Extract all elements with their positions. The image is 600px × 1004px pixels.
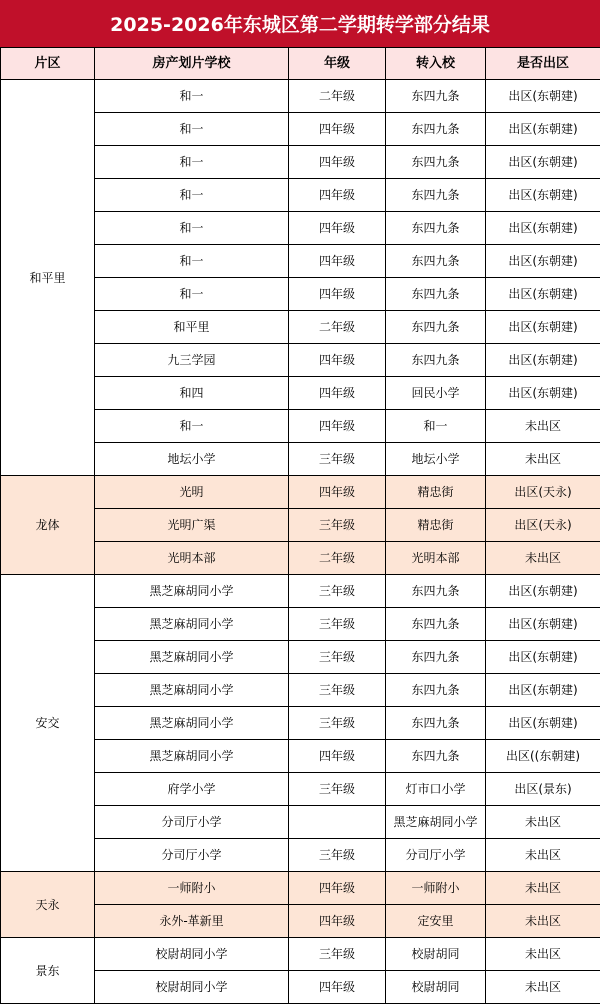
grade-cell: 四年级	[289, 278, 386, 311]
grade-cell: 三年级	[289, 674, 386, 707]
table-row	[1, 938, 600, 971]
district-cell: 景东	[1, 938, 95, 1004]
target-cell: 东四九条	[386, 311, 486, 344]
school-cell: 和一	[95, 179, 289, 212]
grade-cell	[289, 806, 386, 839]
school-cell: 一师附小	[95, 872, 289, 905]
grade-cell: 四年级	[289, 146, 386, 179]
result-cell: 出区(东朝建)	[486, 113, 600, 146]
target-cell: 分司厅小学	[386, 839, 486, 872]
school-cell: 黑芝麻胡同小学	[95, 575, 289, 608]
table-header-row	[1, 48, 600, 80]
grade-cell: 四年级	[289, 179, 386, 212]
result-cell: 未出区	[486, 443, 600, 476]
target-cell: 灯市口小学	[386, 773, 486, 806]
target-cell: 一师附小	[386, 872, 486, 905]
result-cell: 出区(东朝建)	[486, 377, 600, 410]
result-cell: 未出区	[486, 542, 600, 575]
grade-cell: 四年级	[289, 377, 386, 410]
result-cell: 未出区	[486, 872, 600, 905]
result-cell: 未出区	[486, 971, 600, 1004]
grade-cell: 三年级	[289, 839, 386, 872]
result-cell: 出区(天永)	[486, 509, 600, 542]
target-cell: 东四九条	[386, 146, 486, 179]
school-cell: 和平里	[95, 311, 289, 344]
grade-cell: 三年级	[289, 608, 386, 641]
grade-cell: 三年级	[289, 641, 386, 674]
result-cell: 未出区	[486, 938, 600, 971]
school-cell: 黑芝麻胡同小学	[95, 740, 289, 773]
district-cell: 龙体	[1, 476, 95, 575]
target-cell: 黑芝麻胡同小学	[386, 806, 486, 839]
grade-cell: 四年级	[289, 212, 386, 245]
header-district: 片区	[1, 48, 95, 80]
table-row	[1, 80, 600, 113]
table-row	[1, 476, 600, 509]
result-cell: 出区(东朝建)	[486, 245, 600, 278]
school-cell: 黑芝麻胡同小学	[95, 608, 289, 641]
result-cell: 出区(东朝建)	[486, 641, 600, 674]
school-cell: 和一	[95, 146, 289, 179]
target-cell: 东四九条	[386, 707, 486, 740]
school-cell: 光明	[95, 476, 289, 509]
target-cell: 地坛小学	[386, 443, 486, 476]
target-cell: 定安里	[386, 905, 486, 938]
school-cell: 和一	[95, 410, 289, 443]
target-cell: 东四九条	[386, 740, 486, 773]
grade-cell: 四年级	[289, 113, 386, 146]
result-cell: 出区(东朝建)	[486, 212, 600, 245]
target-cell: 东四九条	[386, 113, 486, 146]
school-cell: 和一	[95, 245, 289, 278]
school-cell: 和一	[95, 212, 289, 245]
target-cell: 和一	[386, 410, 486, 443]
result-cell: 出区(东朝建)	[486, 344, 600, 377]
grade-cell: 四年级	[289, 971, 386, 1004]
grade-cell: 四年级	[289, 740, 386, 773]
result-cell: 出区(东朝建)	[486, 146, 600, 179]
target-cell: 东四九条	[386, 575, 486, 608]
school-cell: 校尉胡同小学	[95, 971, 289, 1004]
target-cell: 东四九条	[386, 179, 486, 212]
table-row	[1, 872, 600, 905]
target-cell: 东四九条	[386, 608, 486, 641]
result-cell: 出区(东朝建)	[486, 608, 600, 641]
district-cell: 安交	[1, 575, 95, 872]
target-cell: 精忠街	[386, 509, 486, 542]
school-cell: 地坛小学	[95, 443, 289, 476]
result-cell: 出区(东朝建)	[486, 575, 600, 608]
result-cell: 未出区	[486, 839, 600, 872]
grade-cell: 二年级	[289, 542, 386, 575]
school-cell: 校尉胡同小学	[95, 938, 289, 971]
district-cell: 和平里	[1, 80, 95, 476]
school-cell: 和四	[95, 377, 289, 410]
target-cell: 校尉胡同	[386, 938, 486, 971]
grade-cell: 三年级	[289, 443, 386, 476]
school-cell: 黑芝麻胡同小学	[95, 707, 289, 740]
grade-cell: 四年级	[289, 410, 386, 443]
result-cell: 出区(东朝建)	[486, 311, 600, 344]
result-cell: 出区(东朝建)	[486, 278, 600, 311]
header-target: 转入校	[386, 48, 486, 80]
table-body	[1, 80, 600, 1004]
target-cell: 东四九条	[386, 245, 486, 278]
grade-cell: 三年级	[289, 707, 386, 740]
school-cell: 永外-革新里	[95, 905, 289, 938]
school-cell: 光明本部	[95, 542, 289, 575]
grade-cell: 四年级	[289, 344, 386, 377]
transfer-results-table	[0, 47, 600, 1004]
school-cell: 黑芝麻胡同小学	[95, 674, 289, 707]
grade-cell: 四年级	[289, 905, 386, 938]
result-cell: 出区(东朝建)	[486, 674, 600, 707]
table-row	[1, 575, 600, 608]
grade-cell: 三年级	[289, 575, 386, 608]
grade-cell: 二年级	[289, 311, 386, 344]
school-cell: 九三学园	[95, 344, 289, 377]
target-cell: 东四九条	[386, 641, 486, 674]
header-school: 房产划片学校	[95, 48, 289, 80]
grade-cell: 四年级	[289, 476, 386, 509]
result-cell: 出区(景东)	[486, 773, 600, 806]
header-result: 是否出区	[486, 48, 600, 80]
target-cell: 东四九条	[386, 674, 486, 707]
result-cell: 出区(天永)	[486, 476, 600, 509]
target-cell: 东四九条	[386, 80, 486, 113]
target-cell: 东四九条	[386, 278, 486, 311]
target-cell: 校尉胡同	[386, 971, 486, 1004]
grade-cell: 二年级	[289, 80, 386, 113]
school-cell: 和一	[95, 113, 289, 146]
school-cell: 分司厅小学	[95, 806, 289, 839]
district-cell: 天永	[1, 872, 95, 938]
page-title: 2025-2026年东城区第二学期转学部分结果	[0, 0, 600, 47]
result-cell: 未出区	[486, 905, 600, 938]
result-cell: 未出区	[486, 410, 600, 443]
school-cell: 和一	[95, 278, 289, 311]
grade-cell: 三年级	[289, 938, 386, 971]
school-cell: 黑芝麻胡同小学	[95, 641, 289, 674]
header-grade: 年级	[289, 48, 386, 80]
school-cell: 光明广渠	[95, 509, 289, 542]
school-cell: 和一	[95, 80, 289, 113]
result-cell: 未出区	[486, 806, 600, 839]
target-cell: 东四九条	[386, 212, 486, 245]
result-cell: 出区(东朝建)	[486, 179, 600, 212]
target-cell: 精忠街	[386, 476, 486, 509]
result-cell: 出区(东朝建)	[486, 80, 600, 113]
school-cell: 府学小学	[95, 773, 289, 806]
grade-cell: 三年级	[289, 509, 386, 542]
result-cell: 出区(东朝建)	[486, 707, 600, 740]
school-cell: 分司厅小学	[95, 839, 289, 872]
grade-cell: 四年级	[289, 245, 386, 278]
result-cell: 出区((东朝建)	[486, 740, 600, 773]
grade-cell: 三年级	[289, 773, 386, 806]
target-cell: 回民小学	[386, 377, 486, 410]
target-cell: 光明本部	[386, 542, 486, 575]
grade-cell: 四年级	[289, 872, 386, 905]
target-cell: 东四九条	[386, 344, 486, 377]
